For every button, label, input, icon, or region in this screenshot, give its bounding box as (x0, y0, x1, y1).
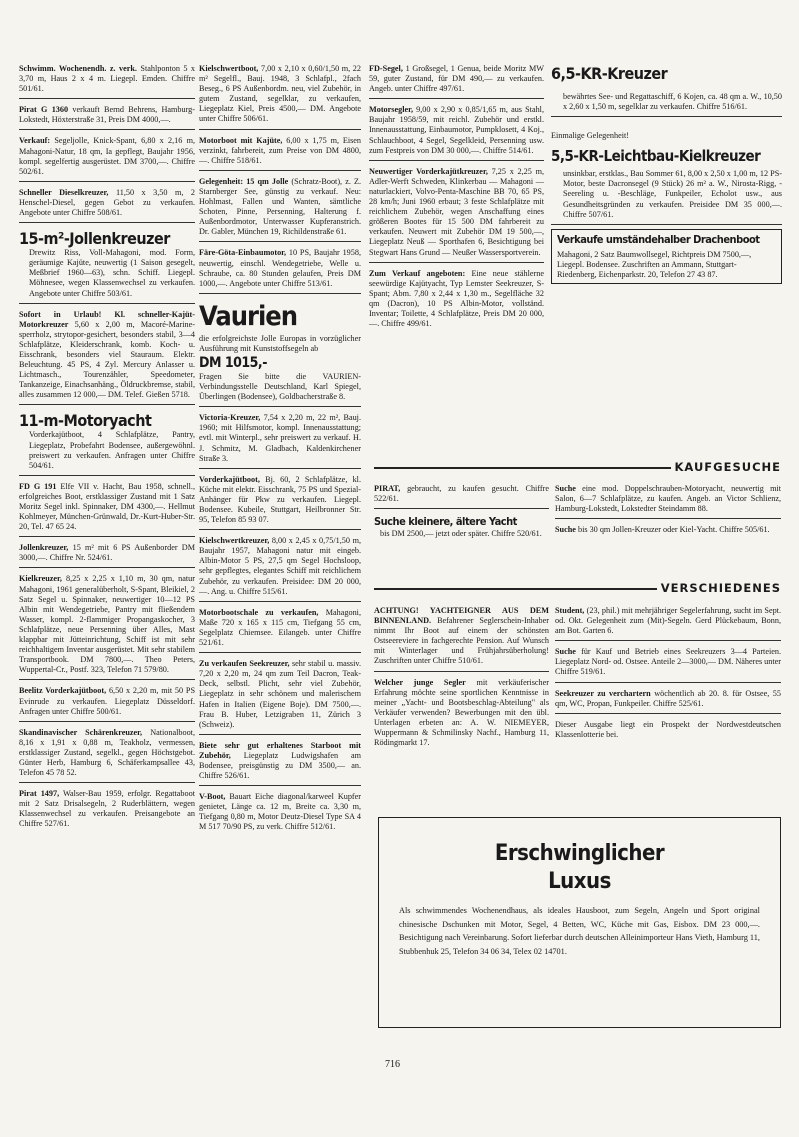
luxus-headline-1: Erschwinglicher (494, 841, 665, 866)
kaufgesuche-left (374, 482, 549, 547)
ad-body: 11,50 x 3,50 m, 2 Henschel-Diesel, gegen Gebot zu verkaufen. Angebote unter Chiffre 508/61. (19, 187, 195, 218)
ad-headline: 6,5-KR-Kreuzer (551, 64, 668, 83)
ad-title: Jollenkreuzer, (19, 543, 69, 553)
ad-title: Färe-Göta-Einbaumotor, (199, 248, 287, 258)
luxus-ad (378, 817, 781, 1028)
ad-title: Skandinavischer Schärenkreuzer, (19, 727, 143, 737)
ad-body: bewährtes See- und Regattaschiff, 6 Kojen, ca. 48 qm a. W., 10,50 x 2,60 x 1,50 m, segelklar zu verkaufen. Chiffre 516/61. (563, 92, 782, 112)
classified-ad (199, 534, 361, 602)
classified-ad (19, 726, 195, 783)
ad-body: 6,50 x 2,20 m, mit 50 PS Evinrude zu verkaufen. Liegeplatz Düsseldorf. Anfragen unter Chiffre 500/61. (19, 686, 195, 716)
ad-headline: 11-m-Motoryacht (19, 411, 152, 431)
classified-ad (199, 739, 361, 786)
section-header: VERSCHIEDENES (657, 581, 781, 595)
ad-title: FD G 191 (19, 481, 57, 491)
ad-body: Segeljolle, Knick-Spant, 6,80 x 2,16 m, Mahagoni-Natur, 18 qm, Ia gepflegt, Baujahr 1956, kompl. segelfertig ausgerüstet. DM 3700,—. Chiffre 502/61. (19, 136, 196, 176)
classified-ad (199, 134, 361, 171)
classified-ad (199, 175, 361, 243)
ad-body: 5,60 x 2,00 m, Macoré-Marine-sperrholz, strytopor-gesichert, besonders stabil, 3—4 Schlafplätze, Kleiderschrank, komb. Koch- u. Eisschrank, besonders viel Stauraum. Elektr. Beleuchtung. 45 PS, 4 Zyl. Mercury Anlasser u. Lichtmasch., Tourenzähler, Speedometer, Tankanzeige, Einachsanhäng., Öldruckbremse, stabil, alles zusammen 12 000,— DM. Telef. Gießen 5718. (19, 319, 195, 400)
ad-body: Drewitz Riss, Voll-Mahagoni, mod. Form, geräumige Kajüte, neuwertig (1 Saison gesegelt, Meßbrief 1960—63), schn. Schiff. Liegepl. Möhnesee, wegen Klassenwechsel zu verkaufen. Angebote unter Chiffre 503/61. (29, 248, 195, 298)
ad-headline: Verkaufe umständehalber Drachenboot (557, 232, 760, 246)
ad-body: Liegeplatz Ludwigshafen am Bodensee, preisgünstig zu DM 3500,— an. Chiffre 526/61. (199, 750, 362, 781)
ad-body: Eine neue stählerne seewürdige Kajütyacht, Typ Lemster Seekreuzer, S-Spant; Abm. 7,80 x 2,44 x 1,30 m., Segelfläche 32 qm (Dacron), 10 PS Albin-Motor, vollständ. Inventar; Toilette, 4 Schlafplätze, Preis DM 20 000,—. Chiffre 499/61. (369, 268, 545, 329)
ad-title: Victoria-Kreuzer, (199, 413, 261, 423)
luxus-headline-2: Luxus (548, 869, 611, 894)
classified-ad (551, 62, 782, 117)
ad-headline: 5,5-KR-Leichtbau-Kielkreuzer (551, 147, 761, 166)
classified-ad (555, 687, 781, 714)
ad-title: Gelegenheit: 15 qm Jolle (199, 176, 289, 186)
page-number: 716 (385, 1059, 400, 1070)
ad-title: Sofort in Urlaub! Kl. schneller-Kajüt-Motorkreuzer (19, 309, 195, 329)
classified-ad (555, 523, 781, 539)
ad-title: V-Boot, (199, 792, 226, 802)
ad-title: Motorbootschale zu verkaufen, (199, 607, 319, 617)
verschiedenes-left (374, 604, 549, 756)
ad-title: Zum Verkauf angeboten: (369, 268, 466, 278)
ad-body: für Kauf und Betrieb eines Seekreuzers 3—4 Parteien. Liegeplatz Nord- od. Ostsee. Anteile 2—3000,— DM. Näheres unter Chiffre 519/61. (555, 647, 782, 677)
section-header: KAUFGESUCHE (671, 460, 782, 474)
ad-body: sehr stabil u. massiv. 7,20 x 2,20 m, 24 qm zum Teil Dacron, Teak-Deck, selbstl. Plicht, sehr viel Zubehör, Liegeplatz in sehr schönem und malerischem Hafen in Italien (Eigene Boje). DM 7500,—. Frau B. Huber, Letzigraben 11, Zürich 3 (Schweiz). (199, 659, 361, 729)
vaurien-price: DM 1015,- (199, 354, 267, 371)
classified-ad (19, 103, 195, 130)
classified-ad (199, 657, 361, 735)
ad-title: Verkauf: (19, 136, 51, 146)
ad-body: 10 PS, Baujahr 1958, neuwertig, einschl. Wendegetriebe, Welle u. Schraube, ca. 80 Stunden gelaufen, Preis DM 1000,—. Angebote unter Chiffre 513/61. (199, 248, 362, 288)
classified-ad (199, 62, 361, 130)
ad-title: Beelitz Vorderkajütboot, (19, 686, 107, 696)
ad-body: bis DM 2500,— jetzt oder später. Chiffre 520/61. (380, 529, 542, 539)
classified-ad (199, 606, 361, 653)
ad-title: Student, (555, 606, 585, 615)
ad-title: Kielkreuzer, (19, 574, 62, 584)
ad-body: 6,00 x 1,75 m, Eisen verzinkt, fahrbereit, zum Preise von DM 4800,—. Chiffre 518/61. (199, 135, 362, 165)
section-kaufgesuche (374, 460, 781, 476)
ad-body: 9,00 x 2,90 x 0,85/1,65 m, aus Stahl, Baujahr 1958/59, mit reichl. Zubehör und erstkl. Innenausstattung, Einbaumotor, Pumpklosett, 4 Koj., Schlauchboot, 4 Segel, Segelkleid, Persenning usw. zum Festpreis von DM 30 000,—. Chiffre 514/61. (369, 105, 544, 155)
classified-ad (19, 186, 195, 223)
ad-title: Motorsegler, (369, 105, 414, 115)
ad-title: Suche (555, 647, 576, 657)
classified-ad (551, 121, 782, 225)
ad-title: Pirat 1497, (19, 789, 60, 799)
ad-title: Suche (555, 484, 576, 493)
ad-body: verkauft Bernd Behrens, Hamburg-Lokstedt, Höxterstraße 31, Preis DM 4000,—. (19, 105, 195, 125)
vaurien-body: Fragen Sie bitte die VAURIEN-Verbindungsstelle Deutschland, Karl Spiegel, Überlingen (Bodensee), Goldbacherstraße 8. (199, 371, 361, 402)
ad-title: Welcher junge Segler (374, 677, 466, 687)
classified-ad (555, 482, 781, 519)
ad-body: gebraucht, zu kaufen gesucht. Chiffre 522/61. (374, 484, 549, 504)
ad-title: Biete sehr gut erhaltenes Starboot mit Zubehör, (199, 740, 361, 760)
ad-body: unsinkbar, erstklas., Bau Sommer 61, 8,00 x 2,50 x 1,00 m, 12 PS-Motor, beste Dacronsegel (9 Stück) 26 m² a. W., Nirosta-Rigg, -Seereling u. -Beschläge, Funkpeiler, Echolot usw., aus Gesundheitsgründen zu verkaufen. Preisidee DM 35 000,—. Chiffre 507/61. (563, 169, 782, 219)
classified-ad (19, 541, 195, 568)
column-2 (199, 62, 361, 841)
ad-title: Kielschwertkreuzer, (199, 536, 270, 546)
classified-ad (369, 103, 544, 160)
classified-ad (374, 513, 549, 543)
classified-ad (199, 790, 361, 836)
ad-title: FD-Segel, (369, 64, 403, 73)
ad-body: Bj. 60, 2 Schlafplätze, kl. Küche mit elektr. Eisschrank, 75 PS und Spezial-Anhänger für Pkw zu verkaufen. Liegepl. Bodensee. Kubeile, Stuttgart, Heilbronner Str. 95, Telefon 85 93 07. (199, 474, 361, 525)
classified-ad (555, 645, 781, 682)
ad-body: 7,00 x 2,10 x 0,60/1,50 m, 22 m² Segelfl., Bauj. 1948, 3 Schlafpl., 2fach Beseg., 6 PS Außenbordm. neu, viel Zubehör, in gutem Zustand, segelklar, zu verkaufen, Liegeplatz Kiel, Preis 4500,— DM. Angebote unter Chiffre 506/61. (199, 64, 361, 124)
ad-body: eine mod. Doppelschrauben-Motoryacht, neuwertig mit Salon, 6—7 Schlafplätze, zu kaufen. Angeb. an Victor Schlienz, Hamburg-Lokstedt, Lokstedter Steindamm 88. (555, 484, 781, 514)
column-3 (369, 62, 544, 337)
section-verschiedenes (374, 581, 781, 597)
ad-body: Mahagoni, Maße 720 x 165 x 115 cm, Tiefgang 55 cm, Segelplatz Chiemsee. Eilangeb. unter Chiffre 521/61. (199, 607, 361, 648)
ad-title: ACHTUNG! YACHTEIGNER AUS DEM BINNENLAND. (374, 606, 549, 626)
classified-ad (19, 409, 195, 475)
ad-title: Zu verkaufen Seekreuzer, (199, 659, 290, 669)
luxus-body: Als schwimmendes Wochenendhaus, als ideales Hausboot, zum Segeln, Angeln und Sport original chinesische Dschunken mit Motor, Segel, 4 Betten, WC, Küche mit Gas, Eisbox. DM 23 000,—. Besichtigung nach Vereinbarung. Sofort lieferbar durch deutschen Alleinimporteur Hans Vieth, Hamburg 11, Stubbenhuk 25, Telefon 34 06 34, Telex 02 14701. (399, 906, 760, 956)
ad-body: Vorderkajütboot, 4 Schlafplätze, Pantry, Liegeplatz, Probefahrt Bodensee, außergewöhnl. preiswert zu verkaufen. Anfragen unter Chiffre 504/61. (29, 430, 195, 470)
classified-ad (19, 227, 195, 303)
classified-ad (199, 411, 361, 468)
ad-body: 7,25 x 2,25 m, Adler-Werft Schweden, Klinkerbau — Mahagoni — naturlackiert, Volvo-Penta-Maschine BB 70, 65 PS, 28 km/h; Juni 1960 erbaut; 3 feste Schlafplätze mit reichlichem Zubehör, wegen Anschaffung eines größeren Bootes für 15 500 DM fahrbereit zu verkaufen. Neuwert mit Zubehör DM 19 500,—, Liegeplatz Neuß — Sporthafen 6, Besichtigung bei Stegwart Hans Grund — Neußer Wassersportverein. (369, 166, 545, 257)
ad-body: Nationalboot, 8,16 x 1,91 x 0,88 m, Teakholz, vermessen, erstklassiger Zustand, segelkl., gegen Höchstgebot. Günter Herb, Hamburg 6, Schäferkampsallee 43, Telefon 45 78 52. (19, 727, 195, 778)
vaurien-ad (199, 298, 361, 407)
ad-title: Neuwertiger Vorderkajütkreuzer, (369, 166, 488, 176)
ad-title: Pirat G 1360 (19, 105, 69, 115)
drachenboot-ad (551, 229, 782, 284)
classified-ad (19, 134, 195, 181)
ad-body: wöchentlich ab 20. 8. für Ostsee, 55 qm, WC, Propan, Funkpeiler. Chiffre 525/61. (555, 688, 781, 708)
column-1 (19, 62, 195, 838)
ad-body: 1 Großsegel, 1 Genua, beide Moritz MW 59, guter Zustand, für DM 490,— zu verkaufen. Angeb. unter Chiffre 497/61. (369, 64, 544, 94)
ad-body: Befahrener Seglerschein-Inhaber nimmt Ihr Boot auf einem der schönsten Ostseereviere in fachgerechte Pension. Auf Wunsch mit Winterlager und Frühjahrsüberholung! Zuschriften unter Chiffre 510/61. (374, 616, 549, 666)
ad-body: (Schratz-Boot), z. Z. Starnberger See, günstig zu verkauf. Neu: Hohlmast, Fallen und Wanten, sämtliche Schoten, Pinne, Persenning, Halterung f. Außenbordmotor, Unterwasser Kupferanstrich. Dr. Gabler, München 19, Richildenstraße 61. (199, 176, 362, 237)
ad-title: Suche (555, 525, 576, 535)
ad-body: Stahlponton 5 x 3,70 m, Haus 2 x 4 m. Liegepl. Emden. Chiffre 501/61. (19, 64, 196, 94)
ad-body: 8,25 x 2,25 x 1,10 m, 30 qm, natur Mahagoni, 1961 generalüberholt, S-Spant, Bleikiel, 2 Satz Segel u. Spinnaker, neuwertiger 10—12 PS Albin mit Wendegetriebe, Pantry mit fließendem Wasser, kompl. 2-flammiger Propangaskocher, 3 Schlafplätze, neue Persenning über Alles, Mast klappbar mit Jütteinrichtung, Schiff ist mit sehr reichhaltigem Inventar ausgerüstet. Mit sehr stabilem Transportbook. DM 7800,—. Theo Peters, Wuppertal-Cr., Postf. 323, Telefon 71 579/80. (19, 574, 196, 675)
verschiedenes-right (555, 604, 781, 748)
classified-ad (369, 62, 544, 99)
classified-ad (369, 267, 544, 334)
classified-ad (19, 787, 195, 833)
classified-ad (19, 684, 195, 721)
prospekt-notice: Dieser Ausgabe liegt ein Prospekt der Nordwestdeutschen Klassenlotterie bei. (555, 719, 781, 739)
ad-body: Walser-Bau 1959, erfolgr. Regattaboot mit 2 Satz Drisalsegeln, 2 Ruderblättern, wegen Klassenwechsel zu verkaufen. Preisangebote an Chiffre 527/61. (19, 789, 195, 829)
ad-title: Schneller Dieselkreuzer, (19, 187, 109, 197)
ad-body: 7,54 x 2,20 m, 22 m², Bauj. 1960; mit Hilfsmotor, kompl. Innenausstattung; evtl. mit Winterpl., sehr preiswert zu verkauf. H. J. Schmitz, M. Gladbach, Kaldenkirchener Straße 3. (199, 413, 362, 463)
classified-ad (19, 480, 195, 537)
ad-body: Bauart Eiche diagonal/karweel Kupfer genietet, Länge ca. 12 m, Breite ca. 3,30 m, Tiefgang 0,80 m, Motor Deutz-Diesel Type SA 4 M 517 70/90 PS, zu verk. Chiffre 512/61. (199, 792, 362, 832)
ad-title: PIRAT, (374, 484, 401, 493)
kaufgesuche-right (555, 482, 781, 543)
ad-title: Einmalige Gelegenheit! (551, 131, 629, 141)
classified-ad (19, 308, 195, 406)
classified-ad (555, 604, 781, 641)
ad-body: 15 m² mit 6 PS Außenborder DM 3000,—. Chiffre Nr. 524/61. (19, 543, 195, 563)
ad-body: 8,00 x 2,45 x 0,75/1,50 m, Baujahr 1957, Mahagoni natur mit eingeb. Albin-Motor 5 PS, 27,5 qm Segel Hochsloop, sehr gepflegtes, elegantes Schiff mit reichlichem Zubehör, zu verkaufen. Preisidee: DM 20 000,—. Ang. u. Chiffre 515/61. (199, 536, 361, 596)
classified-ad (19, 62, 195, 99)
classified-ad (374, 482, 549, 509)
ad-title: Seekreuzer zu verchartern (555, 688, 651, 698)
vaurien-headline: Vaurien (199, 300, 298, 332)
ad-title: Kielschwertboot, (199, 64, 259, 73)
vaurien-intro: die erfolgreichste Jolle Europas in vorzüglicher Ausführung mit Kunststoffsegeln ab (199, 333, 361, 353)
column-4 (551, 62, 782, 290)
classified-ad (374, 604, 549, 672)
classified-ad (374, 676, 549, 753)
ad-body: Elfe VII v. Hacht, Bau 1958, schnell., erfolgreiches Boot, erstklassiger Zustand mit 1 Satz Moritz Segel inkl. Spinnaker, DM 4300,—. Hellmut Kohlmeyer, München-Grünwald, Dr.-Kurt-Huber-Str. 20, Tel. 47 65 24. (19, 481, 195, 532)
ad-body: mit verkäuferischer Erfahrung möchte seine sportlichen Kenntnisse in meiner „Yacht- und Bootsbeschlag-Abteilung" als Verkäufer verwenden? Bewerbungen mit den übl. Unterlagen erbeten an: A. W. NIEMEYER, Wuppermann & Schmilinsky Nachf., Hamburg 11, Rödingmarkt 17. (374, 677, 549, 748)
ad-body: Mahagoni, 2 Satz Baumwollsegel, Richtpreis DM 7500,—, Liegepl. Bodensee. Zuschriften an Ammann, Stuttgart-Riedenberg, Eichenparkstr. 20, Telefon 27 43 87. (557, 249, 752, 279)
ad-title: Vorderkajütboot, (199, 474, 260, 484)
classified-ad (199, 473, 361, 530)
classified-ad (369, 165, 544, 263)
ad-headline: Suche kleinere, ältere Yacht (374, 515, 517, 529)
ad-title: Schwimm. Wochenendh. z. verk. (19, 64, 137, 73)
classified-ad (199, 246, 361, 293)
ad-body: bis 30 qm Jollen-Kreuzer oder Kiel-Yacht. Chiffre 505/61. (577, 525, 770, 535)
ad-title: Motorboot mit Kajüte, (199, 135, 283, 145)
ad-body: (23, phil.) mit mehrjähriger Segelerfahrung, sucht im Sept. od. Okt. Gelegenheit zum (Mit)-Segeln. Gerd Plückebaum, Bonn, am Bot. Garten 6. (555, 606, 781, 636)
classified-ad (19, 572, 195, 680)
ad-headline: 15-m²-Jollenkreuzer (19, 229, 170, 249)
